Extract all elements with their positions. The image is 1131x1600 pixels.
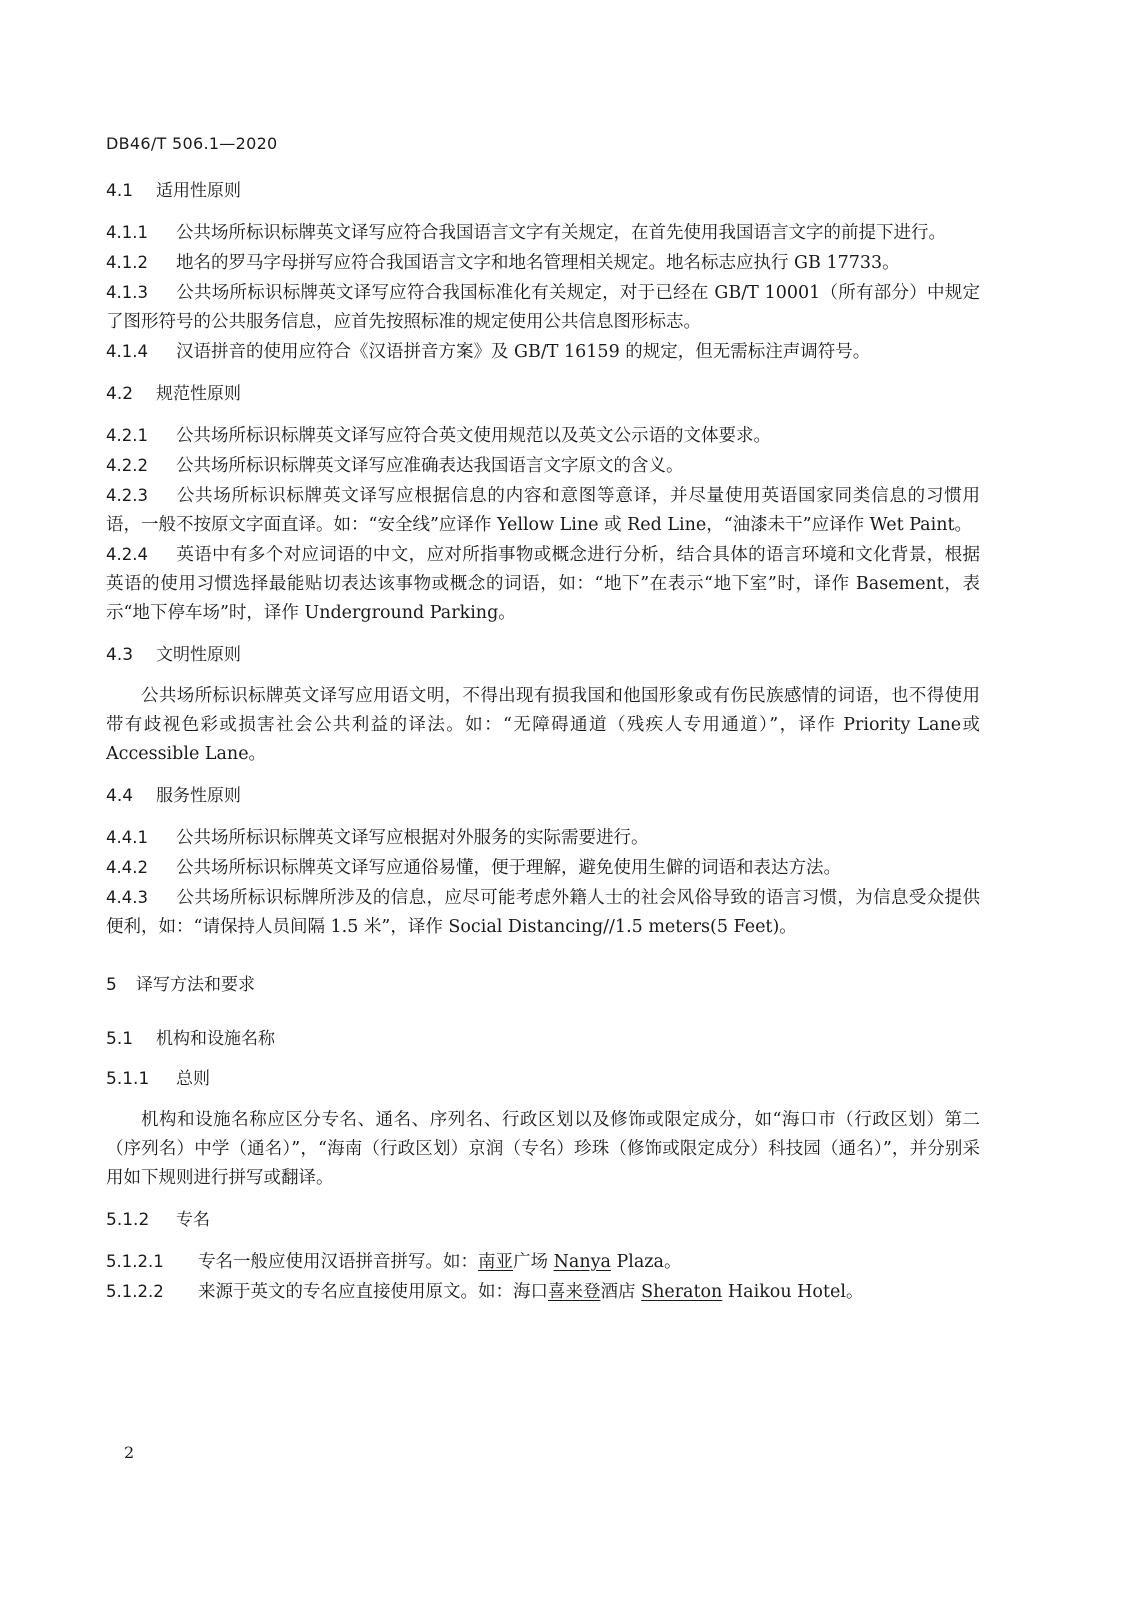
clause-4-4-3 [106,883,980,942]
clause-text: 公共场所标识标牌英文译写应符合我国语言文字有关规定，在首先使用我国语言文字的前提下进行。 [176,223,946,243]
underlined-term: Sheraton [641,1282,723,1302]
section-title: 服务性原则 [156,786,241,806]
section-number: 5 [106,975,117,995]
clause-text: 地名的罗马字母拼写应符合我国语言文字和地名管理相关规定。地名标志应执行 GB 17733。 [176,253,900,273]
section-number: 5.1.1 [106,1069,150,1089]
section-title: 机构和设施名称 [156,1029,275,1049]
section-heading-5-1-1 [106,1066,980,1092]
clause-4-1-3 [106,278,980,337]
section-title: 文明性原则 [156,645,241,665]
clause-4-1-2 [106,248,980,278]
clause-text: Plaza。 [610,1252,682,1272]
clause-number: 4.2.2 [106,456,148,475]
section-title: 总则 [176,1069,210,1089]
clause-number: 5.1.2.2 [106,1282,164,1301]
clause-number: 5.1.2.1 [106,1252,164,1271]
clause-number: 4.4.3 [106,888,148,907]
section-heading-5-1 [106,1026,980,1052]
section-heading-4-4 [106,783,980,809]
section-heading-4-1 [106,178,980,204]
clause-number: 4.1.1 [106,223,148,242]
clause-number: 4.2.1 [106,426,148,445]
section-number: 4.3 [106,645,134,665]
clause-text: 公共场所标识标牌所涉及的信息，应尽可能考虑外籍人士的社会风俗导致的语言习惯，为信息受众提供便利，如：“请保持人员间隔 1.5 米”，译作 Social Distancing//1.5 meters(5 Feet)。 [106,888,980,937]
clause-text: 汉语拼音的使用应符合《汉语拼音方案》及 GB/T 16159 的规定，但无需标注声调符号。 [176,342,871,362]
underlined-term: 喜来登 [548,1282,601,1302]
section-number: 4.2 [106,384,134,404]
section-title: 适用性原则 [156,181,241,201]
clause-4-1-1 [106,218,980,248]
clause-number: 4.2.4 [106,545,148,564]
underlined-term: 南亚 [478,1252,513,1272]
section-heading-5-1-2 [106,1207,980,1233]
section-heading-4-2 [106,381,980,407]
clause-5-1-2-2 [106,1277,980,1307]
section-title: 规范性原则 [156,384,241,404]
section-number: 5.1.2 [106,1210,150,1230]
document-code: DB46/T 506.1—2020 [106,134,278,153]
clause-4-2-3 [106,481,980,540]
underlined-term: Nanya [553,1252,611,1272]
clause-text: 来源于英文的专名应直接使用原文。如：海口 [198,1282,548,1302]
clause-number: 4.1.2 [106,253,148,272]
clause-text: 专名一般应使用汉语拼音拼写。如： [198,1252,478,1272]
clause-4-4-1 [106,823,980,853]
clause-4-2-4 [106,540,980,628]
paragraph-4-3: 公共场所标识标牌英文译写应用语文明，不得出现有损我国和他国形象或有伤民族感情的词语，也不得使用带有歧视色彩或损害社会公共利益的译法。如：“无障碍通道（残疾人专用通道）”，译作 Priority Lane或Accessible Lane。 [106,686,980,764]
clause-number: 4.4.2 [106,858,148,877]
clause-number: 4.1.4 [106,342,148,361]
clause-text: 英语中有多个对应词语的中文，应对所指事物或概念进行分析，结合具体的语言环境和文化背景，根据英语的使用习惯选择最能贴切表达该事物或概念的词语，如：“地下”在表示“地下室”时，译作 Basement，表示“地下停车场”时，译作 Underground Parking。 [106,545,980,623]
clause-4-2-2 [106,451,980,481]
clause-4-2-1 [106,421,980,451]
section-number: 4.1 [106,181,134,201]
paragraph-5-1-1: 机构和设施名称应区分专名、通名、序列名、行政区划以及修饰或限定成分，如“海口市（行政区划）第二（序列名）中学（通名）”，“海南（行政区划）京润（专名）珍珠（修饰或限定成分）科技园（通名）”，并分别采用如下规则进行拼写或翻译。 [106,1110,980,1188]
clause-number: 4.2.3 [106,486,148,505]
clause-text: 公共场所标识标牌英文译写应符合英文使用规范以及英文公示语的文体要求。 [176,426,771,446]
clause-number: 4.1.3 [106,283,148,302]
page-number: 2 [124,1443,135,1462]
clause-4-1-4 [106,337,980,367]
clause-text: Haikou Hotel。 [722,1282,864,1302]
section-number: 4.4 [106,786,134,806]
clause-text: 公共场所标识标牌英文译写应根据信息的内容和意图等意译，并尽量使用英语国家同类信息的习惯用语，一般不按原文字面直译。如：“安全线”应译作 Yellow Line 或 Red Line，“油漆未干”应译作 Wet Paint。 [106,486,980,535]
clause-text: 公共场所标识标牌英文译写应符合我国标准化有关规定，对于已经在 GB/T 10001（所有部分）中规定了图形符号的公共服务信息，应首先按照标准的规定使用公共信息图形标志。 [106,283,980,332]
section-heading-5 [106,972,980,998]
section-title: 译写方法和要求 [136,975,255,995]
clause-4-4-2 [106,853,980,883]
clause-text: 公共场所标识标牌英文译写应通俗易懂，便于理解，避免使用生僻的词语和表达方法。 [176,858,841,878]
clause-text: 酒店 [600,1282,642,1302]
document-body [106,178,980,1307]
section-number: 5.1 [106,1029,134,1049]
clause-number: 4.4.1 [106,828,148,847]
section-heading-4-3 [106,642,980,668]
clause-text: 公共场所标识标牌英文译写应根据对外服务的实际需要进行。 [176,828,649,848]
clause-text: 广场 [513,1252,554,1272]
section-title: 专名 [176,1210,210,1230]
clause-text: 公共场所标识标牌英文译写应准确表达我国语言文字原文的含义。 [176,456,684,476]
clause-5-1-2-1 [106,1247,980,1277]
